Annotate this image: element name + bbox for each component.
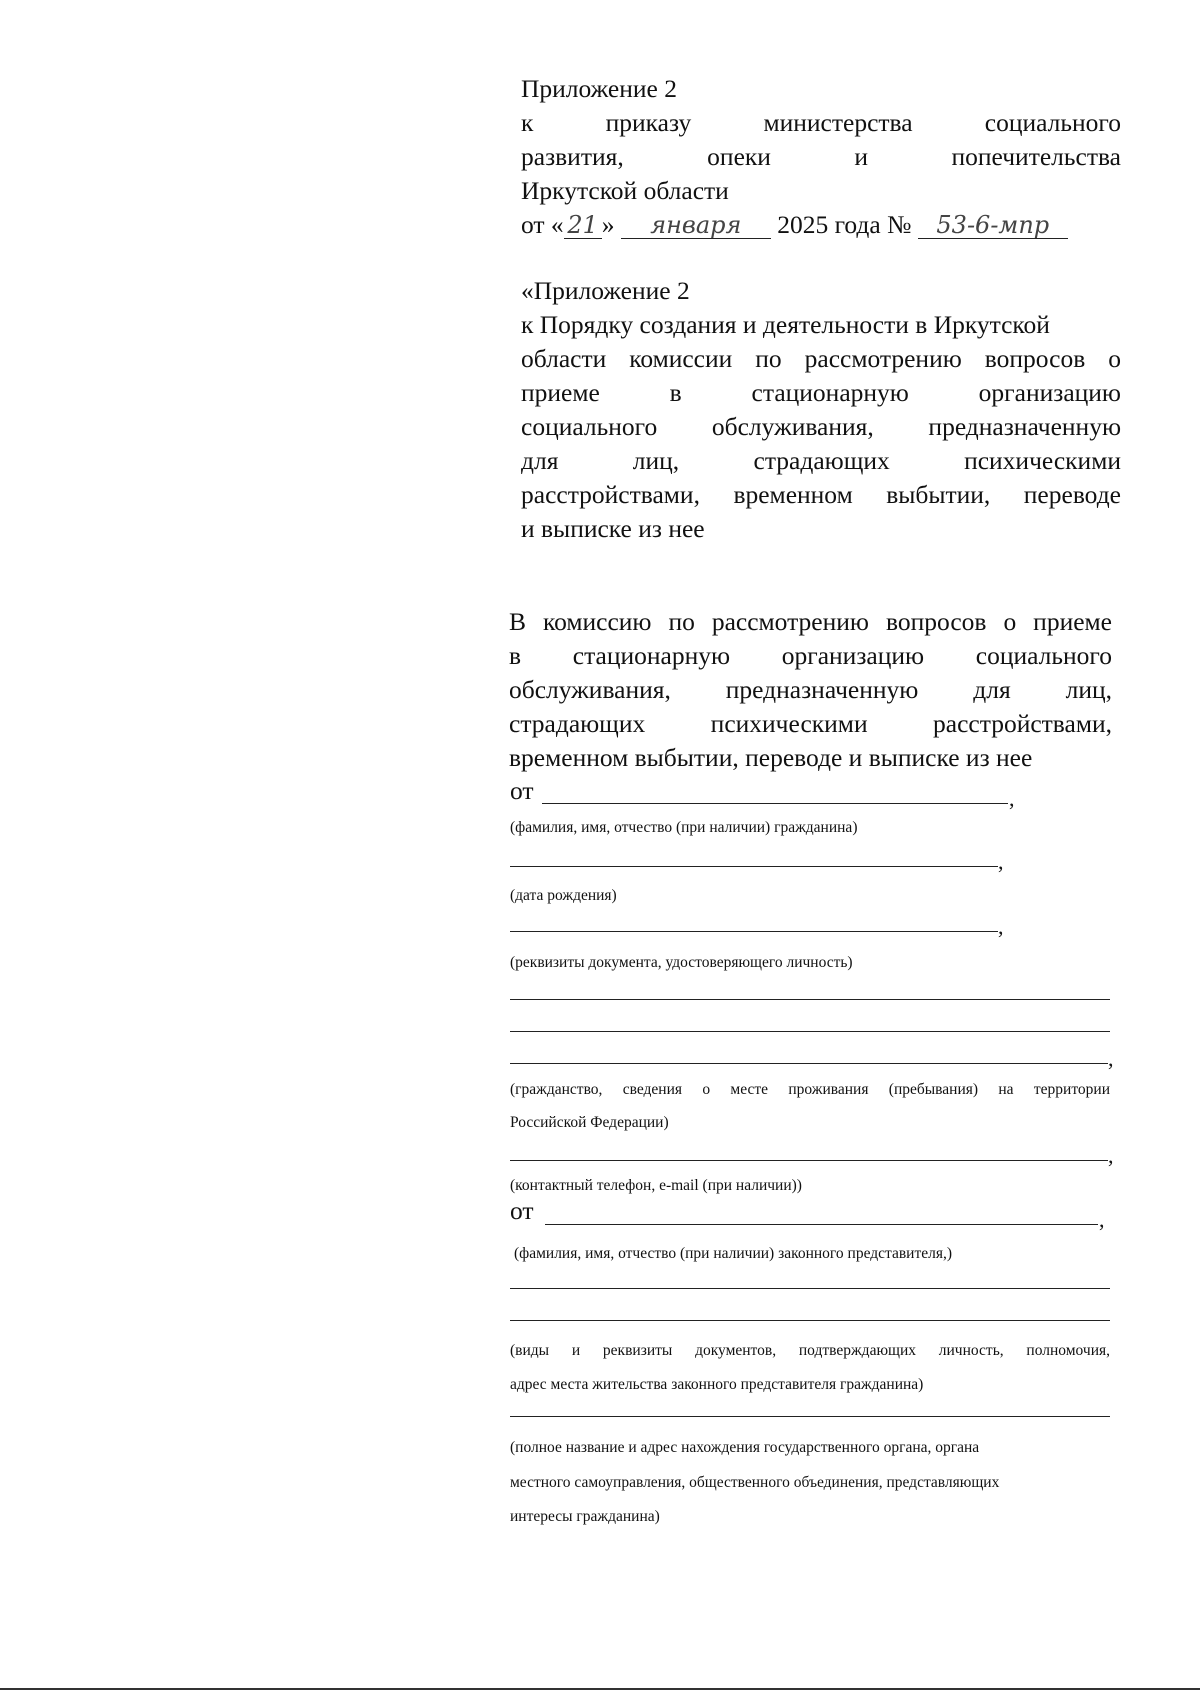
annex-procedure-line: приеме в стационарную организацию: [521, 378, 1121, 407]
annex-order-block: [521, 72, 1121, 242]
from-label-representative: от: [510, 1196, 534, 1225]
addressee-block: [509, 605, 1112, 775]
organization-field[interactable]: [510, 1416, 1110, 1417]
comma: ,: [1099, 1207, 1105, 1232]
addressee-line: страдающих психическими расстройствами,: [509, 709, 1112, 738]
representative-docs-field-line-1[interactable]: [510, 1288, 1110, 1289]
annex-procedure-line: для лиц, страдающих психическими: [521, 446, 1121, 475]
date-month-handwritten: января: [621, 212, 771, 239]
annex-order-date-line: [521, 208, 1121, 242]
id-document-field[interactable]: [510, 931, 998, 932]
caption-organization-3: интересы гражданина): [510, 1508, 660, 1525]
caption-fio: (фамилия, имя, отчество (при наличии) гражданина): [510, 819, 858, 836]
date-mid: »: [601, 210, 615, 239]
comma: ,: [1009, 786, 1015, 811]
scan-edge-line: [0, 1688, 1200, 1690]
annex-procedure-line: расстройствами, временном выбытии, переводе: [521, 480, 1121, 509]
addressee-line: временном выбытии, переводе и выписке из нее: [509, 743, 1033, 772]
date-day-handwritten: 21: [564, 212, 602, 239]
representative-docs-field-line-2[interactable]: [510, 1320, 1110, 1321]
annex-procedure-line: социального обслуживания, предназначенную: [521, 412, 1121, 441]
citizen-name-field[interactable]: [542, 803, 1008, 804]
comma: ,: [1108, 1046, 1114, 1071]
representative-name-field[interactable]: [545, 1224, 1098, 1225]
annex-procedure-block: [521, 274, 1121, 546]
caption-representative-docs-2: адрес места жительства законного представителя гражданина): [510, 1376, 924, 1393]
comma: ,: [998, 849, 1004, 874]
caption-organization-1: (полное название и адрес нахождения государственного органа, органа: [510, 1439, 980, 1456]
annex-order-line: к приказу министерства социального: [521, 108, 1121, 137]
date-prefix: от «: [521, 210, 564, 239]
caption-citizenship-2: Российской Федерации): [510, 1114, 669, 1131]
caption-representative-docs-1: (виды и реквизиты документов, подтверждающих личность, полномочия,: [510, 1342, 1110, 1359]
annex-order-line: Иркутской области: [521, 176, 729, 205]
caption-citizenship-1: (гражданство, сведения о месте проживания (пребывания) на территории: [510, 1081, 1110, 1098]
comma: ,: [998, 914, 1004, 939]
from-label: от: [510, 776, 534, 805]
annex-procedure-title: «Приложение 2: [521, 276, 690, 305]
citizenship-field-line-2[interactable]: [510, 1031, 1110, 1032]
annex-procedure-line: и выписке из нее: [521, 514, 705, 543]
order-number-handwritten: 53-6-мпр: [918, 212, 1068, 239]
addressee-line: обслуживания, предназначенную для лиц,: [509, 675, 1112, 704]
citizenship-field-line-1[interactable]: [510, 999, 1110, 1000]
caption-id-document: (реквизиты документа, удостоверяющего личность): [510, 954, 853, 971]
caption-organization-2: местного самоуправления, общественного объединения, представляющих: [510, 1474, 1000, 1491]
annex-procedure-line: области комиссии по рассмотрению вопросов о: [521, 344, 1121, 373]
annex-procedure-line: к Порядку создания и деятельности в Иркутской: [521, 310, 1050, 339]
birth-date-field[interactable]: [510, 866, 998, 867]
addressee-line: в стационарную организацию социального: [509, 641, 1112, 670]
caption-representative-fio: (фамилия, имя, отчество (при наличии) законного представителя,): [514, 1245, 953, 1262]
contacts-field[interactable]: [510, 1160, 1108, 1161]
caption-contacts: (контактный телефон, e-mail (при наличии)): [510, 1177, 802, 1194]
comma: ,: [1108, 1143, 1114, 1168]
annex-order-title: Приложение 2: [521, 74, 677, 103]
addressee-line: В комиссию по рассмотрению вопросов о приеме: [509, 607, 1112, 636]
annex-order-line: развития, опеки и попечительства: [521, 142, 1121, 171]
date-year: 2025 года №: [777, 210, 912, 239]
citizenship-field-line-3[interactable]: [510, 1063, 1108, 1064]
caption-birth-date: (дата рождения): [510, 887, 617, 904]
